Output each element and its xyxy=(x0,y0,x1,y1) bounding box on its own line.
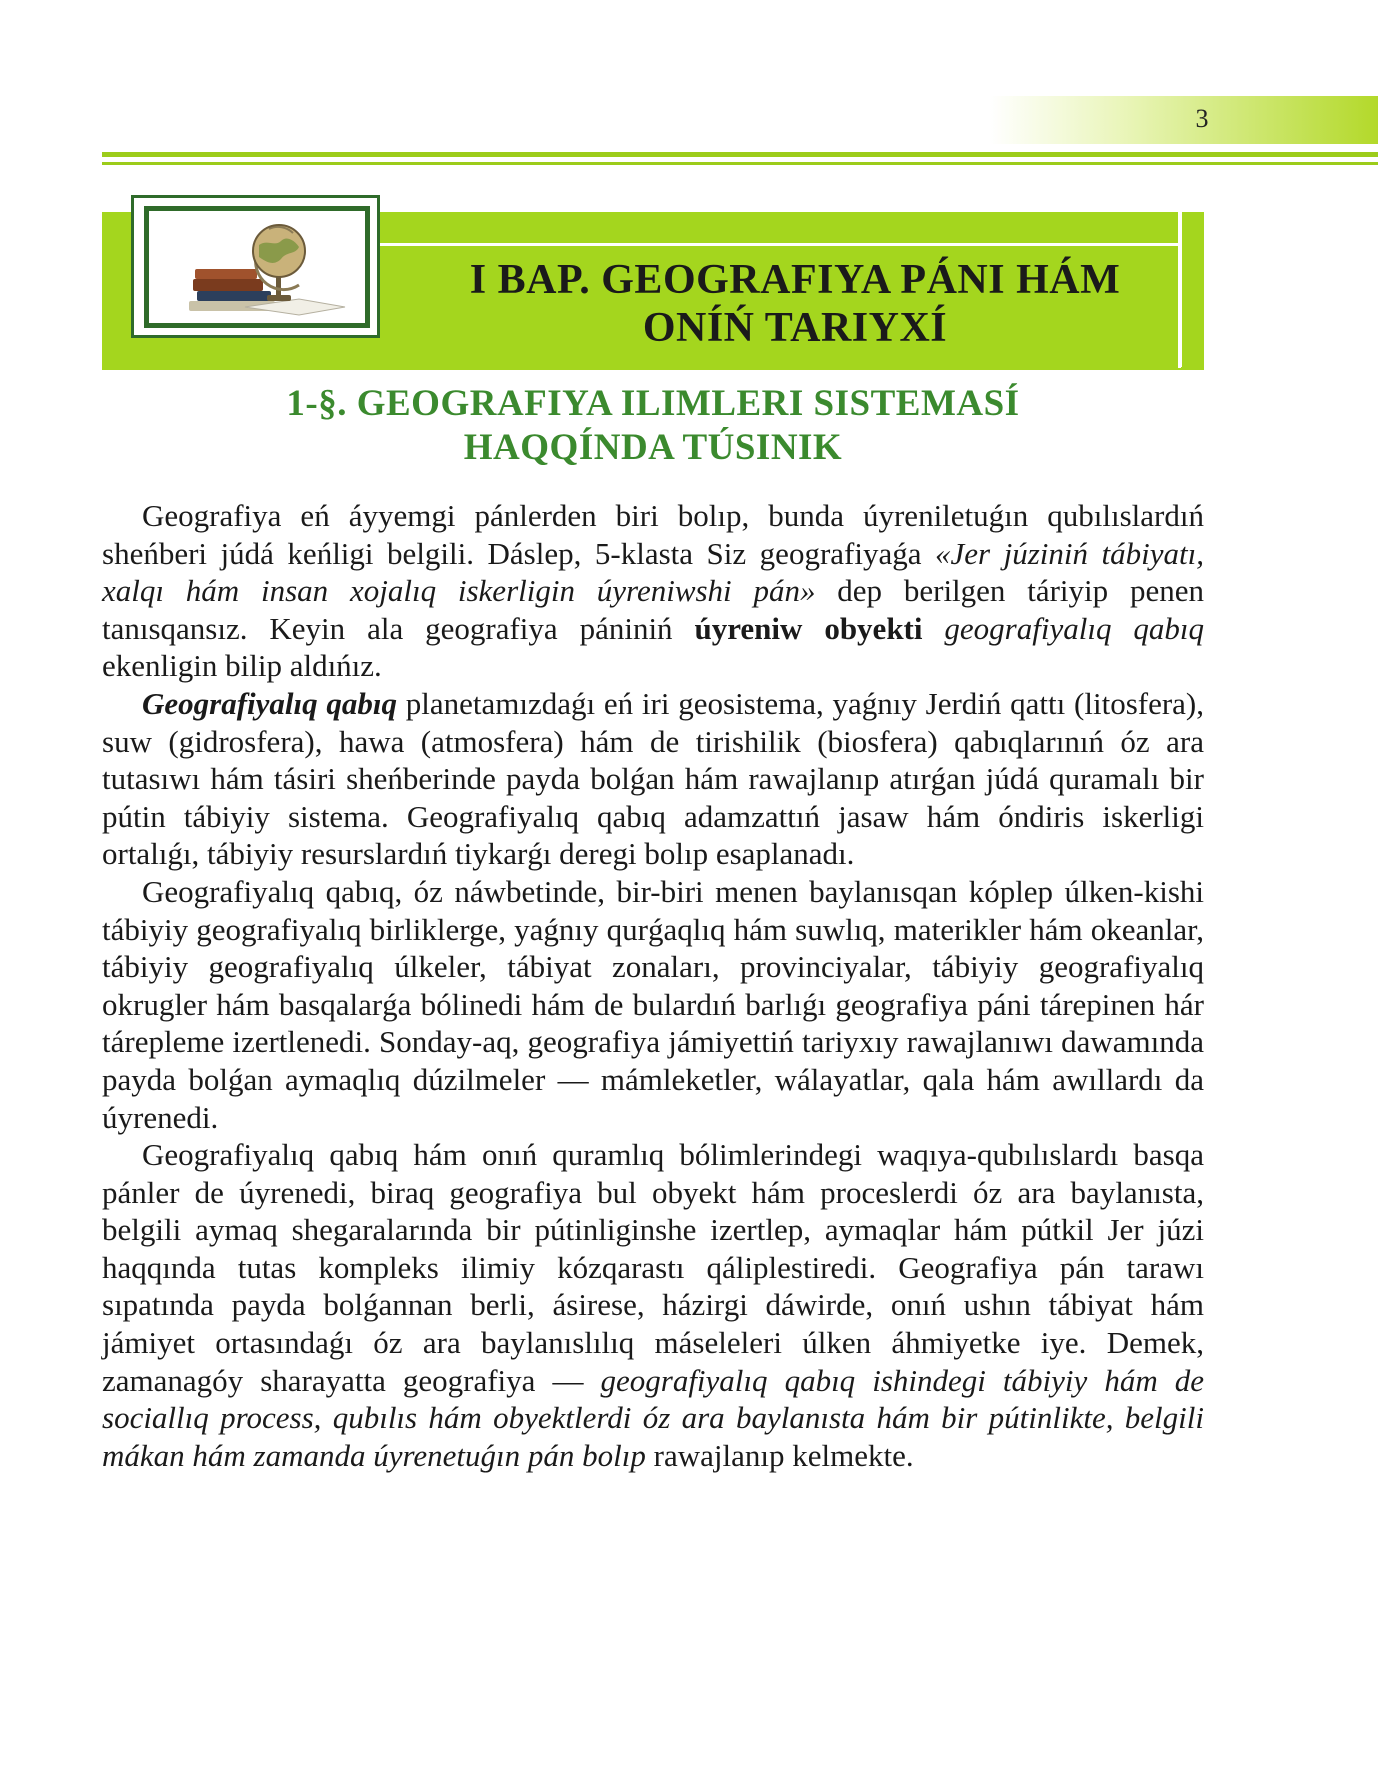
chapter-title-line-1: I BAP. GEOGRAFIYA PÁNI HÁM xyxy=(469,257,1121,303)
paragraph-2 xyxy=(102,685,1204,873)
p1-bold-term: úyreniw obyekti xyxy=(694,610,923,646)
paragraph-1 xyxy=(102,497,1204,685)
chapter-title-line-2: ONÍŃ TARIYXÍ xyxy=(642,305,948,351)
p4-text-1: Geografiyalıq qabıq hám onıń quramlıq bólimlerindegi waqıya-qubılıslardı basqa pánler de úyrenedi, biraq geografiya bul obyekt hám proceslerdi óz ara baylanısta, belgili aymaq shegaralarında bir pútinliginshe izertlep, aymaqlar hám pútkil Jer júzi haqqında tutas kompleks ilimiy kózqarastı qáliplestiredi. Geografiya pán tarawı sıpatında payda bolǵannan berli, ásirese, házirgi dáwirde, onıń ushın tábiyat hám jámiyet ortasındaǵı óz ara baylanıslılıq máseleleri úlken áhmiyetke iye. Demek, zamanagóy sharayatta geografiya — xyxy=(102,1137,1204,1398)
p1-text-2: dep berilgen táriyip penen tanısqansız. Keyin ala geografiya pániniń xyxy=(102,573,1204,646)
p1-text-1: Geografiya eń áyyemgi pánlerden biri bolıp, bunda úyreniletuǵın qubılıslardıń sheńberi júdá keńligi belgili. Dáslep, 5-klasta Siz geografiyaǵa xyxy=(102,498,1204,571)
header-rule-top xyxy=(102,152,1378,157)
globe-with-books-icon xyxy=(149,211,365,323)
p1-space xyxy=(923,611,945,646)
p2-text: planetamızdaǵı eń iri geosistema, yaǵnıy Jerdiń qattı (litosfera), suw (gidrosfera), hawa (atmosfera) hám de tirishilik (biosfera) qabıqlarınıń óz ara tutasıwı hám tásiri sheńberinde payda bolǵan hám rawajlanıp atırǵan júdá quramalı bir pútin tábiyiy sistema. Geografiyalıq qabıq adamzattıń jasaw hám óndiris iskerligi ortalıǵı, tábiyiy resurslardıń tiykarǵı deregi bolıp esaplanadı. xyxy=(102,685,1204,872)
p2-bold-italic-term: Geografiyalıq qabıq xyxy=(142,685,398,721)
section-title-line-2: HAQQÍNDA TÚSINIK xyxy=(463,427,843,468)
section-title xyxy=(102,382,1204,470)
p1-italic-term: geografiyalıq qabıq xyxy=(944,610,1204,646)
p1-definition: «Jer júziniń tábiyatı, xalqı hám insan xojalıq iskerligin úyreniwshi pán» xyxy=(102,535,1204,609)
chapter-icon-box xyxy=(144,206,370,328)
paragraph-3: Geografiyalıq qabıq, óz náwbetinde, bir-biri menen baylanısqan kóplep úlken-kishi tábiyiy geografiyalıq birliklerge, yaǵnıy qurǵaqlıq hám suwlıq, materikler hám okeanlar, tábiyiy geografiyalıq úlkeler, tábiyat zonaları, provinciyalar, tábiyiy geografiyalıq okrugler hám basqalarǵa bólinedi hám de bulardıń barlıǵı geografiya páni tárepinen hár tárepleme izertlenedi. Sonday-aq, geografiya jámiyettiń tariyxıy rawajlanıwı dawamında payda bolǵan aymaqlıq dúzilmeler — mámleketler, wálayatlar, qala hám awıllardı da úyrenedi. xyxy=(102,873,1204,1135)
section-title-line-1: 1-§. GEOGRAFIYA ILIMLERI SISTEMASÍ xyxy=(286,383,1020,424)
page-number: 3 xyxy=(1195,104,1209,133)
p4-text-2: rawajlanıp kelmekte. xyxy=(645,1437,914,1473)
body-text xyxy=(102,497,1204,1474)
header-rule-bottom xyxy=(102,162,1378,165)
p1-text-3: ekenligin bilip aldıńız. xyxy=(102,648,382,684)
chapter-title xyxy=(390,256,1200,352)
paragraph-4 xyxy=(102,1136,1204,1474)
p4-italic-definition: geografiyalıq qabıq ishindegi tábiyiy hám de sociallıq process, qubılıs hám obyektlerdi óz ara baylanısta hám bir pútinlikte, belgili mákan hám zamanda úyrenetuǵın pán bolıp xyxy=(102,1362,1205,1473)
